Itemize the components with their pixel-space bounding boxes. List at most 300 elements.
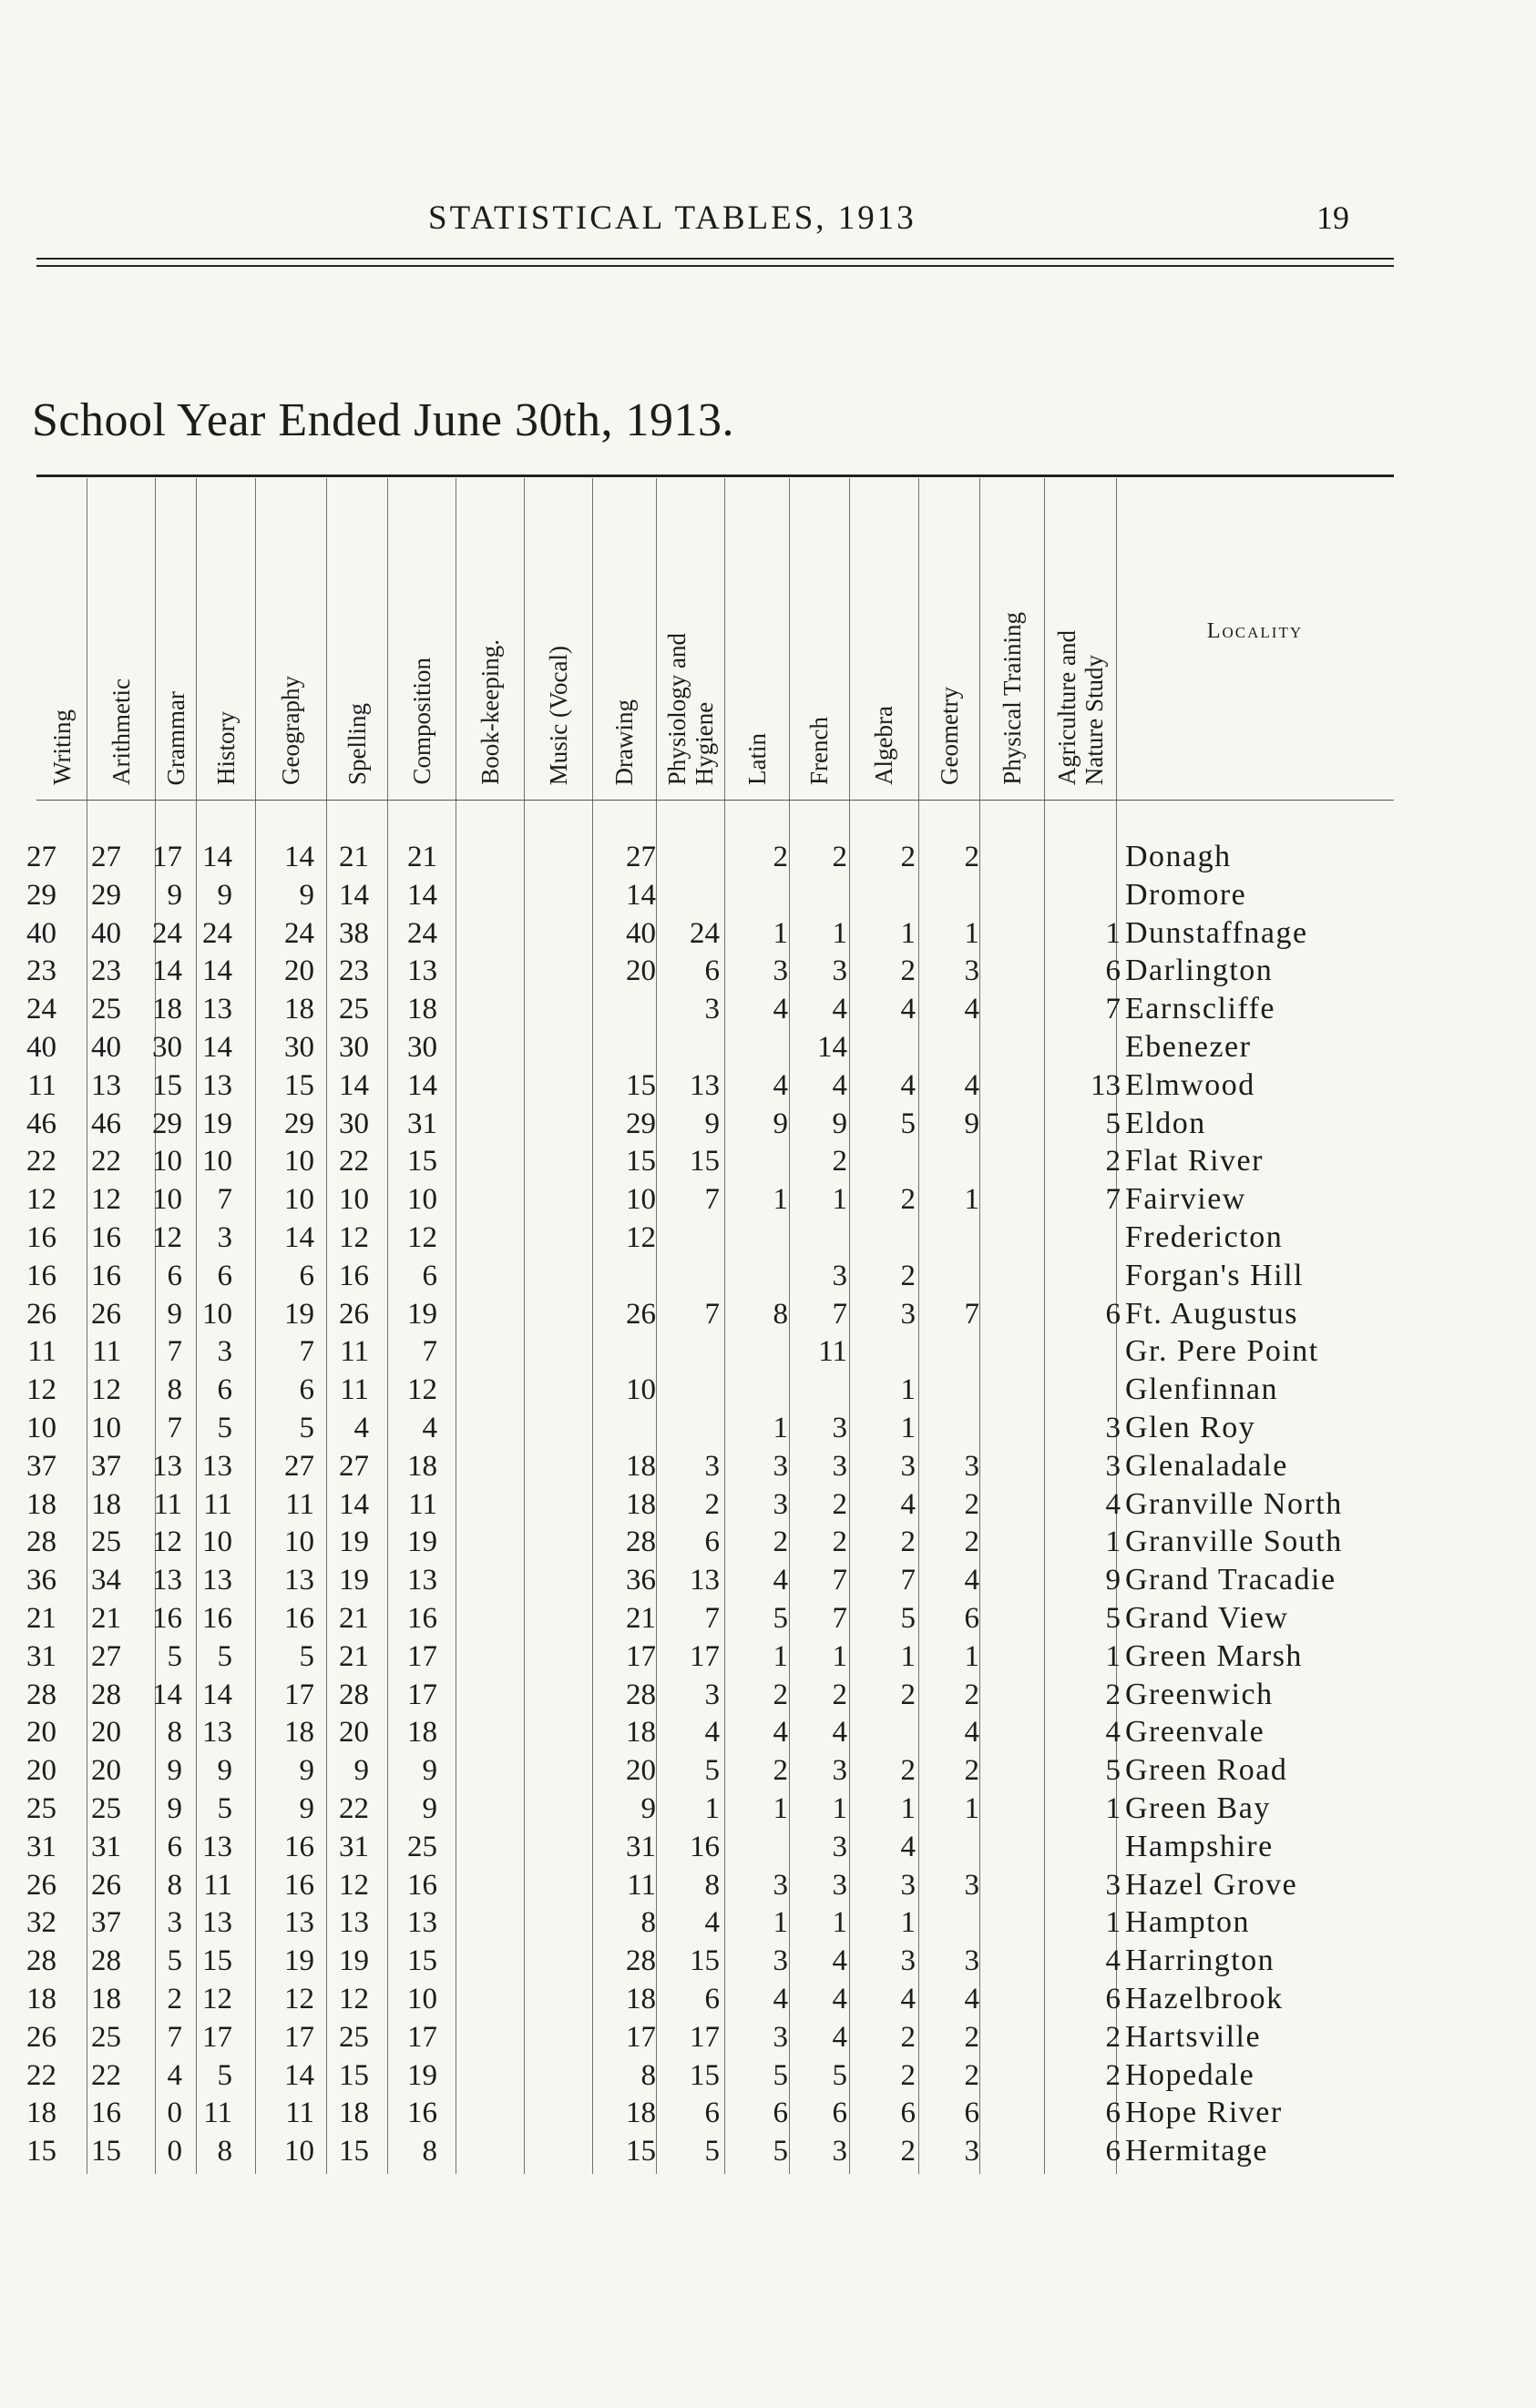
cell-algebra: 4 bbox=[900, 1068, 916, 1102]
table-row bbox=[0, 1066, 1536, 1105]
cell-agriculture-and-nature-study: 1 bbox=[1105, 1525, 1121, 1559]
cell-geometry: 3 bbox=[964, 2135, 979, 2168]
cell-grammar: 30 bbox=[152, 1030, 182, 1064]
running-title: STATISTICAL TABLES, 1913 bbox=[428, 199, 916, 237]
locality-name: Elmwood bbox=[1125, 1067, 1255, 1102]
cell-composition: 25 bbox=[407, 1830, 437, 1863]
cell-geography: 19 bbox=[284, 1297, 314, 1331]
cell-agriculture-and-nature-study: 6 bbox=[1105, 2135, 1121, 2168]
cell-spelling: 28 bbox=[339, 1678, 369, 1711]
cell-writing: 12 bbox=[26, 1373, 56, 1407]
cell-geometry: 1 bbox=[964, 1639, 979, 1673]
cell-french: 7 bbox=[832, 1564, 847, 1597]
cell-drawing: 14 bbox=[626, 878, 656, 912]
cell-french: 3 bbox=[832, 1868, 847, 1902]
column-header-grammar: Grammar bbox=[161, 690, 189, 785]
cell-french: 3 bbox=[832, 1754, 847, 1788]
cell-arithmetic: 22 bbox=[91, 1145, 121, 1178]
table-row bbox=[0, 1980, 1536, 2018]
cell-composition: 16 bbox=[407, 1601, 437, 1635]
cell-geometry: 7 bbox=[964, 1297, 979, 1331]
cell-writing: 31 bbox=[26, 1639, 56, 1673]
table-row bbox=[0, 1713, 1536, 1751]
locality-name: Granville North bbox=[1125, 1486, 1343, 1521]
cell-arithmetic: 13 bbox=[91, 1068, 121, 1102]
cell-geometry: 2 bbox=[964, 1487, 979, 1521]
cell-composition: 16 bbox=[407, 2097, 437, 2130]
cell-writing: 24 bbox=[26, 993, 56, 1026]
cell-writing: 28 bbox=[26, 1678, 56, 1711]
cell-writing: 18 bbox=[26, 2097, 56, 2130]
column-header-drawing: Drawing bbox=[610, 699, 638, 785]
cell-history: 13 bbox=[202, 1068, 232, 1102]
cell-geometry: 2 bbox=[964, 2020, 979, 2054]
cell-french: 11 bbox=[818, 1335, 847, 1369]
cell-drawing: 18 bbox=[626, 1716, 656, 1750]
cell-composition: 21 bbox=[407, 841, 437, 873]
cell-agriculture-and-nature-study: 3 bbox=[1105, 1868, 1121, 1902]
cell-latin: 2 bbox=[773, 841, 788, 873]
table-row bbox=[0, 2018, 1536, 2056]
cell-arithmetic: 37 bbox=[91, 1449, 121, 1483]
cell-spelling: 16 bbox=[339, 1259, 369, 1292]
column-header-book-keeping: Book-keeping. bbox=[476, 639, 504, 785]
cell-algebra: 4 bbox=[900, 1982, 916, 2015]
locality-header: Locality bbox=[1206, 619, 1304, 643]
cell-drawing: 8 bbox=[640, 1906, 656, 1940]
cell-geometry: 4 bbox=[964, 1716, 979, 1750]
cell-agriculture-and-nature-study: 1 bbox=[1105, 916, 1121, 950]
cell-geography: 14 bbox=[284, 841, 314, 873]
cell-composition: 4 bbox=[422, 1411, 437, 1444]
cell-spelling: 18 bbox=[339, 2097, 369, 2130]
cell-history: 16 bbox=[202, 1601, 232, 1635]
cell-geometry: 2 bbox=[964, 1754, 979, 1788]
locality-name: Hartsville bbox=[1125, 2019, 1262, 2054]
cell-geometry: 4 bbox=[964, 993, 979, 1026]
cell-composition: 18 bbox=[407, 1716, 437, 1750]
cell-french: 2 bbox=[832, 1487, 847, 1521]
cell-spelling: 13 bbox=[339, 1906, 369, 1940]
cell-composition: 8 bbox=[422, 2135, 437, 2168]
cell-arithmetic: 34 bbox=[91, 1564, 121, 1597]
cell-geography: 29 bbox=[284, 1107, 314, 1140]
cell-drawing: 28 bbox=[626, 1525, 656, 1559]
cell-physiology-and-hygiene: 15 bbox=[690, 1145, 720, 1178]
cell-arithmetic: 31 bbox=[91, 1830, 121, 1863]
cell-drawing: 28 bbox=[626, 1944, 656, 1978]
cell-physiology-and-hygiene: 17 bbox=[690, 2020, 720, 2054]
cell-composition: 14 bbox=[407, 878, 437, 912]
cell-writing: 36 bbox=[26, 1564, 56, 1597]
cell-latin: 1 bbox=[773, 916, 788, 950]
cell-geography: 12 bbox=[284, 1982, 314, 2015]
cell-agriculture-and-nature-study: 6 bbox=[1105, 2097, 1121, 2130]
cell-spelling: 12 bbox=[339, 1220, 369, 1254]
cell-geography: 14 bbox=[284, 1220, 314, 1254]
cell-geometry: 9 bbox=[964, 1107, 979, 1140]
cell-geometry: 3 bbox=[964, 1449, 979, 1483]
cell-algebra: 4 bbox=[900, 1487, 916, 1521]
cell-history: 9 bbox=[217, 878, 232, 912]
cell-writing: 23 bbox=[26, 954, 56, 988]
cell-composition: 17 bbox=[407, 1678, 437, 1711]
cell-geography: 10 bbox=[284, 1525, 314, 1559]
cell-algebra: 1 bbox=[900, 1791, 916, 1825]
cell-arithmetic: 16 bbox=[91, 1259, 121, 1292]
cell-physiology-and-hygiene: 24 bbox=[690, 916, 720, 950]
cell-geography: 11 bbox=[285, 2097, 314, 2130]
cell-arithmetic: 16 bbox=[91, 1220, 121, 1254]
cell-algebra: 2 bbox=[900, 954, 916, 988]
table-row bbox=[0, 1295, 1536, 1333]
column-header-composition: Composition bbox=[407, 658, 435, 785]
cell-history: 6 bbox=[217, 1373, 232, 1407]
cell-latin: 3 bbox=[773, 2020, 788, 2054]
cell-writing: 26 bbox=[26, 1297, 56, 1331]
cell-physiology-and-hygiene: 2 bbox=[704, 1487, 720, 1521]
table-row bbox=[0, 1257, 1536, 1295]
cell-arithmetic: 22 bbox=[91, 2058, 121, 2092]
locality-name: Ft. Augustus bbox=[1125, 1296, 1298, 1331]
table-row bbox=[0, 1523, 1536, 1561]
cell-history: 11 bbox=[203, 1868, 232, 1902]
cell-latin: 3 bbox=[773, 1868, 788, 1902]
cell-physiology-and-hygiene: 16 bbox=[690, 1830, 720, 1863]
table-row bbox=[0, 1903, 1536, 1942]
column-header-french: French bbox=[805, 717, 833, 785]
cell-arithmetic: 25 bbox=[91, 2020, 121, 2054]
cell-grammar: 14 bbox=[152, 954, 182, 988]
cell-writing: 21 bbox=[26, 1601, 56, 1635]
cell-spelling: 14 bbox=[339, 1487, 369, 1521]
table-row bbox=[0, 2132, 1536, 2170]
table-row bbox=[0, 838, 1536, 876]
cell-french: 1 bbox=[832, 1639, 847, 1673]
cell-latin: 4 bbox=[773, 1068, 788, 1102]
locality-name: Hampshire bbox=[1125, 1829, 1274, 1863]
cell-spelling: 19 bbox=[339, 1525, 369, 1559]
cell-spelling: 14 bbox=[339, 1068, 369, 1102]
cell-french: 3 bbox=[832, 1259, 847, 1292]
cell-history: 5 bbox=[217, 1639, 232, 1673]
cell-spelling: 12 bbox=[339, 1868, 369, 1902]
cell-grammar: 29 bbox=[152, 1107, 182, 1140]
cell-agriculture-and-nature-study: 5 bbox=[1105, 1754, 1121, 1788]
cell-history: 13 bbox=[202, 1564, 232, 1597]
cell-writing: 40 bbox=[26, 916, 56, 950]
cell-writing: 22 bbox=[26, 1145, 56, 1178]
cell-geometry: 6 bbox=[964, 2097, 979, 2130]
cell-latin: 2 bbox=[773, 1678, 788, 1711]
cell-geography: 7 bbox=[299, 1335, 314, 1369]
cell-composition: 15 bbox=[407, 1145, 437, 1178]
locality-name: Ebenezer bbox=[1125, 1029, 1252, 1064]
cell-algebra: 1 bbox=[900, 1639, 916, 1673]
cell-geography: 17 bbox=[284, 2020, 314, 2054]
locality-name: Darlington bbox=[1125, 954, 1274, 988]
cell-geometry: 2 bbox=[964, 1525, 979, 1559]
cell-grammar: 9 bbox=[167, 1754, 182, 1788]
cell-drawing: 12 bbox=[626, 1220, 656, 1254]
cell-grammar: 18 bbox=[152, 993, 182, 1026]
cell-spelling: 22 bbox=[339, 1791, 369, 1825]
cell-geography: 24 bbox=[284, 916, 314, 950]
cell-spelling: 21 bbox=[339, 1601, 369, 1635]
cell-grammar: 7 bbox=[167, 2020, 182, 2054]
cell-geography: 9 bbox=[299, 1754, 314, 1788]
table-row bbox=[0, 876, 1536, 914]
locality-name: Hazelbrook bbox=[1125, 1981, 1284, 2015]
cell-arithmetic: 15 bbox=[91, 2135, 121, 2168]
cell-agriculture-and-nature-study: 1 bbox=[1105, 1791, 1121, 1825]
cell-latin: 1 bbox=[773, 1183, 788, 1217]
cell-latin: 4 bbox=[773, 993, 788, 1026]
cell-agriculture-and-nature-study: 9 bbox=[1105, 1564, 1121, 1597]
cell-algebra: 2 bbox=[900, 1183, 916, 1217]
cell-history: 13 bbox=[202, 1830, 232, 1863]
cell-drawing: 36 bbox=[626, 1564, 656, 1597]
locality-name: Eldon bbox=[1125, 1106, 1206, 1140]
locality-name: Green Marsh bbox=[1125, 1638, 1303, 1673]
cell-composition: 19 bbox=[407, 1525, 437, 1559]
cell-algebra: 2 bbox=[900, 2135, 916, 2168]
locality-name: Flat River bbox=[1125, 1144, 1264, 1178]
locality-name: Earnscliffe bbox=[1125, 992, 1276, 1026]
cell-agriculture-and-nature-study: 6 bbox=[1105, 954, 1121, 988]
cell-physiology-and-hygiene: 4 bbox=[704, 1906, 720, 1940]
cell-composition: 24 bbox=[407, 916, 437, 950]
cell-algebra: 1 bbox=[900, 916, 916, 950]
cell-agriculture-and-nature-study: 2 bbox=[1105, 2058, 1121, 2092]
cell-composition: 7 bbox=[422, 1335, 437, 1369]
cell-geography: 13 bbox=[284, 1906, 314, 1940]
cell-composition: 17 bbox=[407, 1639, 437, 1673]
cell-drawing: 10 bbox=[626, 1183, 656, 1217]
cell-arithmetic: 20 bbox=[91, 1754, 121, 1788]
cell-geometry: 4 bbox=[964, 1564, 979, 1597]
cell-history: 3 bbox=[217, 1220, 232, 1254]
cell-french: 2 bbox=[832, 1678, 847, 1711]
cell-history: 14 bbox=[202, 841, 232, 873]
cell-algebra: 3 bbox=[900, 1449, 916, 1483]
cell-spelling: 15 bbox=[339, 2135, 369, 2168]
cell-geometry: 6 bbox=[964, 1601, 979, 1635]
cell-drawing: 20 bbox=[626, 954, 656, 988]
cell-geometry: 4 bbox=[964, 1068, 979, 1102]
cell-algebra: 1 bbox=[900, 1411, 916, 1444]
cell-drawing: 17 bbox=[626, 2020, 656, 2054]
cell-french: 3 bbox=[832, 1449, 847, 1483]
cell-agriculture-and-nature-study: 1 bbox=[1105, 1639, 1121, 1673]
cell-geometry: 2 bbox=[964, 2058, 979, 2092]
cell-history: 14 bbox=[202, 1030, 232, 1064]
table-row bbox=[0, 990, 1536, 1028]
cell-geometry: 3 bbox=[964, 954, 979, 988]
cell-french: 4 bbox=[832, 1982, 847, 2015]
cell-latin: 1 bbox=[773, 1906, 788, 1940]
cell-composition: 13 bbox=[407, 954, 437, 988]
locality-name: Hopedale bbox=[1125, 2057, 1255, 2092]
cell-agriculture-and-nature-study: 4 bbox=[1105, 1487, 1121, 1521]
cell-geometry: 2 bbox=[964, 841, 979, 873]
table-row bbox=[0, 1371, 1536, 1409]
cell-grammar: 7 bbox=[167, 1411, 182, 1444]
cell-spelling: 25 bbox=[339, 2020, 369, 2054]
header-rule-bottom bbox=[36, 265, 1394, 267]
cell-agriculture-and-nature-study: 7 bbox=[1105, 1183, 1121, 1217]
cell-composition: 13 bbox=[407, 1564, 437, 1597]
table-title: School Year Ended June 30th, 1913. bbox=[32, 394, 734, 446]
column-header-algebra: Algebra bbox=[870, 706, 897, 785]
page-number: 19 bbox=[1316, 199, 1349, 236]
table-row bbox=[0, 1142, 1536, 1180]
locality-name: Hermitage bbox=[1125, 2134, 1268, 2168]
cell-writing: 29 bbox=[26, 878, 56, 912]
cell-arithmetic: 25 bbox=[91, 993, 121, 1026]
cell-drawing: 27 bbox=[626, 841, 656, 873]
cell-spelling: 15 bbox=[339, 2058, 369, 2092]
cell-writing: 12 bbox=[26, 1183, 56, 1217]
cell-writing: 18 bbox=[26, 1982, 56, 2015]
table-row bbox=[0, 914, 1536, 953]
cell-grammar: 10 bbox=[152, 1183, 182, 1217]
table-row bbox=[0, 1866, 1536, 1904]
cell-algebra: 1 bbox=[900, 1373, 916, 1407]
table-row bbox=[0, 2094, 1536, 2132]
cell-latin: 6 bbox=[773, 2097, 788, 2130]
cell-drawing: 17 bbox=[626, 1639, 656, 1673]
cell-writing: 46 bbox=[26, 1107, 56, 1140]
cell-history: 10 bbox=[202, 1297, 232, 1331]
column-header-agriculture-and-nature-study: Agriculture and Nature Study bbox=[1052, 629, 1108, 785]
cell-writing: 20 bbox=[26, 1716, 56, 1750]
cell-physiology-and-hygiene: 1 bbox=[704, 1791, 720, 1825]
table-row bbox=[0, 2056, 1536, 2095]
cell-spelling: 21 bbox=[339, 841, 369, 873]
cell-spelling: 11 bbox=[340, 1373, 369, 1407]
cell-arithmetic: 29 bbox=[91, 878, 121, 912]
cell-arithmetic: 28 bbox=[91, 1944, 121, 1978]
cell-spelling: 19 bbox=[339, 1944, 369, 1978]
cell-writing: 28 bbox=[26, 1944, 56, 1978]
cell-drawing: 10 bbox=[626, 1373, 656, 1407]
table-row bbox=[0, 952, 1536, 990]
cell-spelling: 14 bbox=[339, 878, 369, 912]
cell-french: 1 bbox=[832, 916, 847, 950]
locality-name: Granville South bbox=[1125, 1525, 1343, 1559]
cell-geography: 5 bbox=[299, 1639, 314, 1673]
cell-history: 3 bbox=[217, 1335, 232, 1369]
cell-writing: 27 bbox=[26, 841, 56, 873]
cell-writing: 26 bbox=[26, 1868, 56, 1902]
cell-writing: 40 bbox=[26, 1030, 56, 1064]
cell-agriculture-and-nature-study: 2 bbox=[1105, 2020, 1121, 2054]
cell-french: 7 bbox=[832, 1601, 847, 1635]
table-row bbox=[0, 1180, 1536, 1219]
table-row bbox=[0, 1219, 1536, 1257]
cell-arithmetic: 27 bbox=[91, 1639, 121, 1673]
cell-writing: 32 bbox=[26, 1906, 56, 1940]
cell-grammar: 3 bbox=[167, 1906, 182, 1940]
cell-french: 3 bbox=[832, 2135, 847, 2168]
cell-algebra: 5 bbox=[900, 1601, 916, 1635]
cell-latin: 3 bbox=[773, 1449, 788, 1483]
cell-french: 9 bbox=[832, 1107, 847, 1140]
cell-grammar: 6 bbox=[167, 1259, 182, 1292]
cell-latin: 1 bbox=[773, 1639, 788, 1673]
table-row bbox=[0, 1599, 1536, 1638]
cell-writing: 16 bbox=[26, 1220, 56, 1254]
cell-algebra: 5 bbox=[900, 1107, 916, 1140]
cell-writing: 20 bbox=[26, 1754, 56, 1788]
cell-history: 8 bbox=[217, 2135, 232, 2168]
cell-writing: 11 bbox=[27, 1068, 56, 1102]
cell-grammar: 16 bbox=[152, 1601, 182, 1635]
cell-spelling: 12 bbox=[339, 1982, 369, 2015]
cell-grammar: 10 bbox=[152, 1145, 182, 1178]
cell-history: 5 bbox=[217, 1791, 232, 1825]
cell-spelling: 22 bbox=[339, 1145, 369, 1178]
cell-geography: 15 bbox=[284, 1068, 314, 1102]
cell-composition: 9 bbox=[422, 1791, 437, 1825]
cell-grammar: 8 bbox=[167, 1373, 182, 1407]
cell-writing: 37 bbox=[26, 1449, 56, 1483]
cell-drawing: 20 bbox=[626, 1754, 656, 1788]
cell-grammar: 13 bbox=[152, 1564, 182, 1597]
locality-name: Green Bay bbox=[1125, 1791, 1271, 1825]
cell-physiology-and-hygiene: 4 bbox=[704, 1716, 720, 1750]
cell-french: 1 bbox=[832, 1183, 847, 1217]
cell-history: 10 bbox=[202, 1145, 232, 1178]
cell-geography: 10 bbox=[284, 2135, 314, 2168]
cell-grammar: 13 bbox=[152, 1449, 182, 1483]
cell-arithmetic: 12 bbox=[91, 1183, 121, 1217]
cell-drawing: 15 bbox=[626, 2135, 656, 2168]
cell-grammar: 0 bbox=[167, 2097, 182, 2130]
cell-drawing: 15 bbox=[626, 1068, 656, 1102]
cell-history: 13 bbox=[202, 1716, 232, 1750]
table-row bbox=[0, 1561, 1536, 1599]
cell-spelling: 27 bbox=[339, 1449, 369, 1483]
locality-name: Hope River bbox=[1125, 2096, 1283, 2130]
locality-name: Grand View bbox=[1125, 1600, 1289, 1635]
cell-drawing: 8 bbox=[640, 2058, 656, 2092]
cell-physiology-and-hygiene: 8 bbox=[704, 1868, 720, 1902]
cell-writing: 25 bbox=[26, 1791, 56, 1825]
cell-geography: 9 bbox=[299, 878, 314, 912]
column-header-latin: Latin bbox=[742, 733, 771, 785]
cell-history: 19 bbox=[202, 1107, 232, 1140]
cell-physiology-and-hygiene: 3 bbox=[704, 1678, 720, 1711]
cell-spelling: 38 bbox=[339, 916, 369, 950]
cell-geography: 13 bbox=[284, 1564, 314, 1597]
cell-latin: 1 bbox=[773, 1791, 788, 1825]
cell-geometry: 1 bbox=[964, 1183, 979, 1217]
cell-grammar: 8 bbox=[167, 1868, 182, 1902]
cell-french: 14 bbox=[817, 1030, 847, 1064]
cell-french: 3 bbox=[832, 954, 847, 988]
cell-algebra: 2 bbox=[900, 2020, 916, 2054]
cell-agriculture-and-nature-study: 6 bbox=[1105, 1297, 1121, 1331]
cell-latin: 5 bbox=[773, 1601, 788, 1635]
locality-name: Greenwich bbox=[1125, 1677, 1274, 1711]
cell-composition: 12 bbox=[407, 1220, 437, 1254]
cell-writing: 15 bbox=[26, 2135, 56, 2168]
cell-composition: 10 bbox=[407, 1982, 437, 2015]
cell-composition: 14 bbox=[407, 1068, 437, 1102]
cell-physiology-and-hygiene: 13 bbox=[690, 1564, 720, 1597]
